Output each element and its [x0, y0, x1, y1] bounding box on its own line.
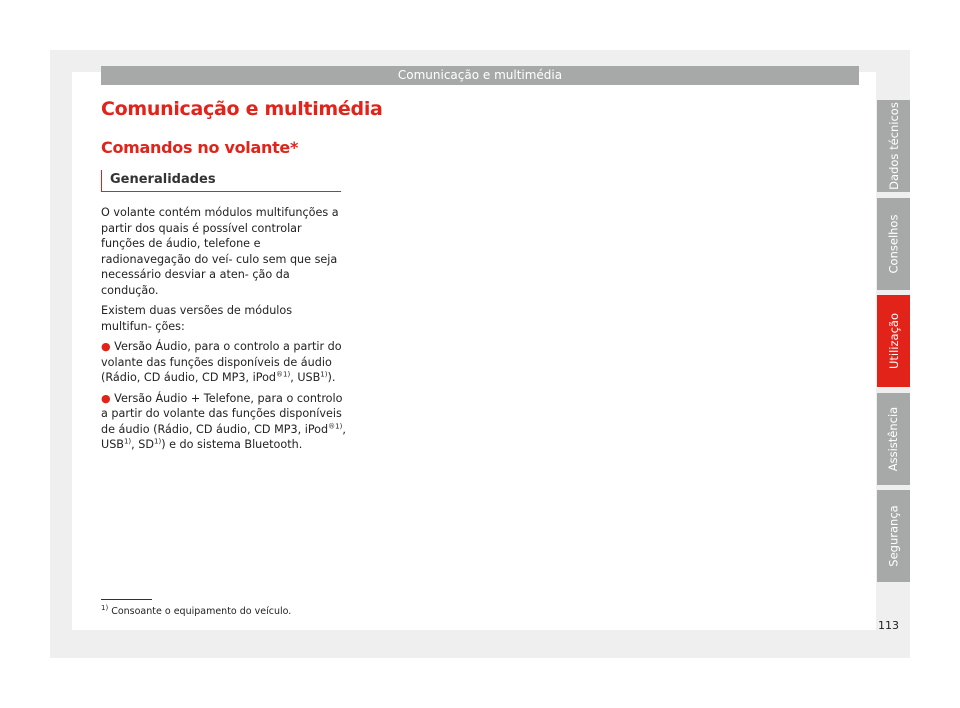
side-tab-dados-tecnicos[interactable]: [877, 100, 910, 192]
side-tab-seguranca[interactable]: [877, 490, 910, 582]
bullet-text: , USB: [101, 422, 346, 451]
section-title: Comandos no volante*: [101, 138, 299, 157]
side-tab-assistencia[interactable]: [877, 393, 910, 485]
bullet-text: ) e do sistema Bluetooth.: [161, 438, 303, 451]
running-header: Comunicação e multimédia: [101, 66, 859, 85]
side-tab-label: Dados técnicos: [886, 102, 901, 190]
bullet-text: , USB: [290, 371, 321, 384]
bullet-icon: ●: [101, 340, 111, 353]
side-tab-utilizacao[interactable]: [877, 295, 910, 387]
footnote-ref: 1): [123, 437, 132, 446]
page-number: 113: [878, 619, 899, 632]
bullet-text: ).: [327, 371, 336, 384]
body-text: [101, 205, 346, 458]
bullet-text: , SD: [131, 438, 154, 451]
chapter-title: Comunicação e multimédia: [101, 98, 383, 120]
bullet-text: Versão Áudio, para o controlo a partir do volante das funções disponíveis de áudio (Rádio, CD áudio, CD MP3, iPod: [101, 340, 342, 384]
footnote-ref: ®1): [276, 370, 291, 379]
footnote: [101, 603, 292, 617]
side-tab-label: Conselhos: [886, 214, 901, 274]
footnote-ref: 1): [320, 370, 328, 379]
footnote-text: Consoante o equipamento do veículo.: [108, 606, 292, 617]
side-tab-conselhos[interactable]: [877, 198, 910, 290]
bullet-text: Versão Áudio + Telefone, para o controlo a partir do volante das funções disponíveis de áudio (Rádio, CD áudio, CD MP3, iPod: [101, 391, 343, 436]
footnote-divider: [101, 599, 152, 600]
list-item-audio-phone: [101, 391, 346, 453]
subsection-title: Generalidades: [110, 172, 216, 187]
paragraph-intro: O volante contém módulos multifunções a partir dos quais é possível controlar funções de áudio, telefone e radionavegação do veí- culo sem que seja necessário desviar a aten- ção da condução.: [101, 206, 339, 297]
side-tab-label: Assistência: [886, 406, 901, 472]
bullet-icon: ●: [101, 391, 111, 405]
footnote-marker: 1): [101, 603, 109, 612]
list-item-audio: [101, 339, 346, 386]
subsection-heading-box: [101, 170, 341, 192]
paragraph-versions: Existem duas versões de módulos multifun- ções:: [101, 304, 293, 333]
side-tab-label: Utilização: [886, 312, 901, 370]
footnote-ref: ®1): [328, 421, 343, 430]
side-tab-label: Segurança: [886, 505, 901, 567]
footnote-ref: 1): [154, 437, 162, 446]
